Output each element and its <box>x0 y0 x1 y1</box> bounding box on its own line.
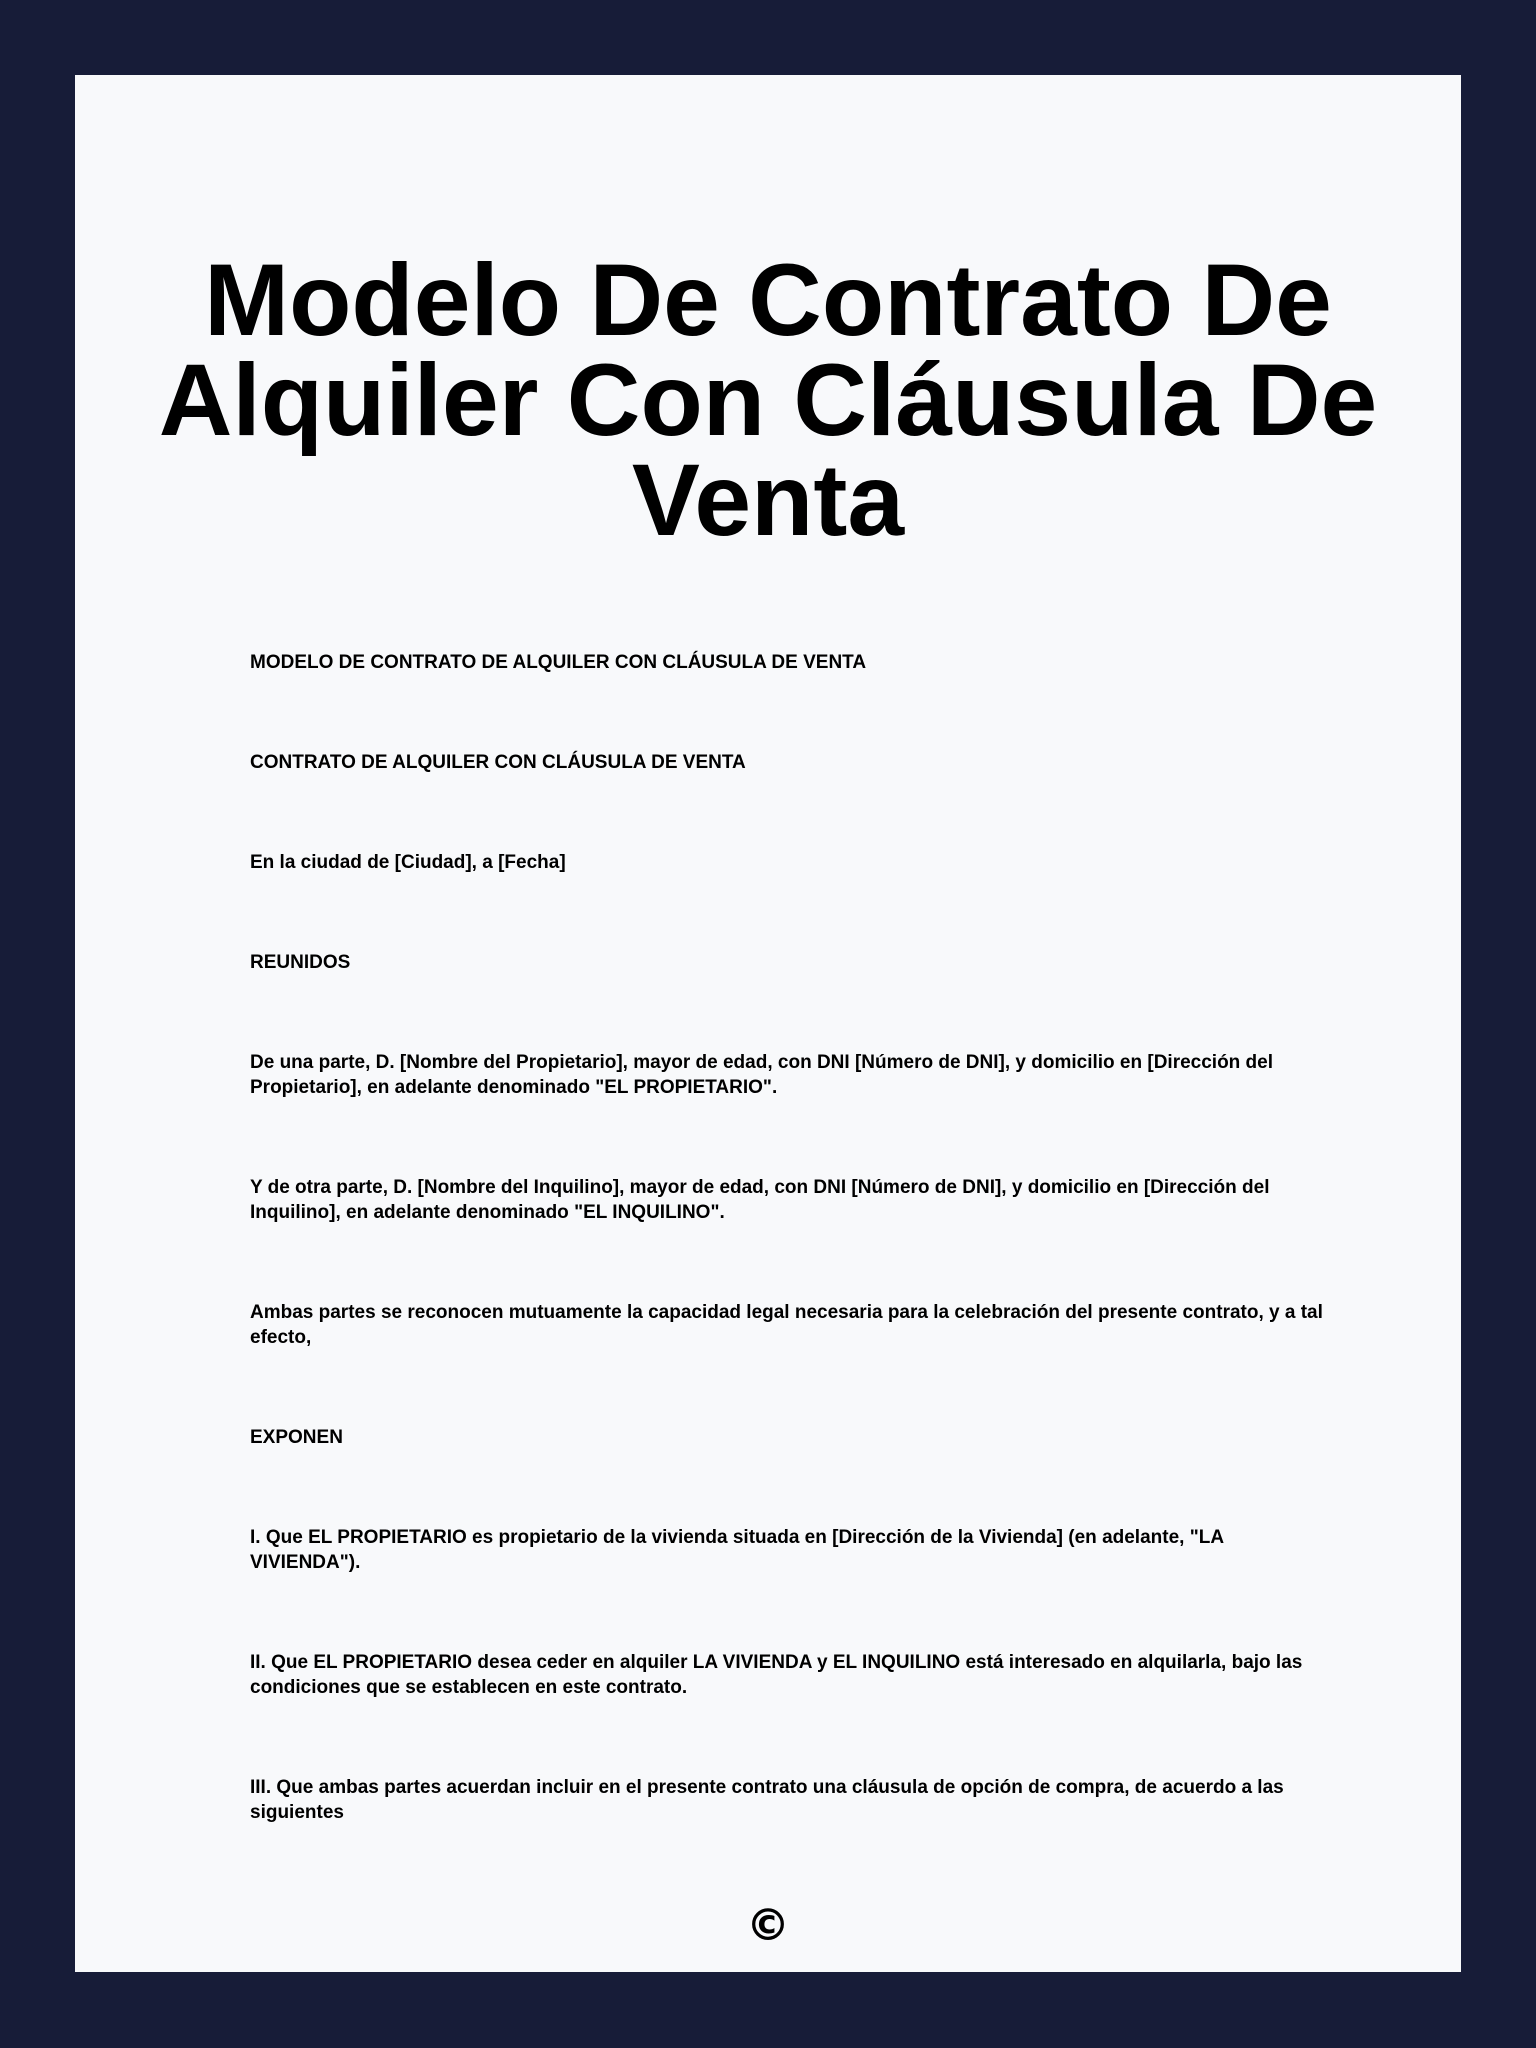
paragraph-city-date: En la ciudad de [Ciudad], a [Fecha] <box>250 852 566 873</box>
paragraph-heading-model: MODELO DE CONTRATO DE ALQUILER CON CLÁUSULA DE VENTA <box>250 652 867 673</box>
paragraph-clause-ii: II. Que EL PROPIETARIO desea ceder en alquiler LA VIVIENDA y EL INQUILINO está interesado en alquilarla, bajo las condiciones que se establecen en este contrato. <box>250 1652 1303 1698</box>
paragraph-reunidos: REUNIDOS <box>250 952 351 973</box>
paragraph-exponen: EXPONEN <box>250 1427 343 1448</box>
document-page <box>75 75 1461 1972</box>
paragraph-clause-iii: III. Que ambas partes acuerdan incluir en el presente contrato una cláusula de opción de compra, de acuerdo a las siguientes <box>250 1777 1284 1823</box>
paragraph-clause-i: I. Que EL PROPIETARIO es propietario de la vivienda situada en [Dirección de la Vivienda] (en adelante, "LA VIVIENDA"). <box>250 1527 1224 1573</box>
paragraph-tenant: Y de otra parte, D. [Nombre del Inquilino], mayor de edad, con DNI [Número de DNI], y domicilio en [Dirección del Inquilino], en adelante denominado "EL INQUILINO". <box>250 1177 1270 1223</box>
paragraph-heading-contract: CONTRATO DE ALQUILER CON CLÁUSULA DE VENTA <box>250 752 746 773</box>
paragraph-owner: De una parte, D. [Nombre del Propietario], mayor de edad, con DNI [Número de DNI], y domicilio en [Dirección del Propietario], en adelante denominado "EL PROPIETARIO". <box>250 1052 1274 1098</box>
document-title: Modelo De Contrato De Alquiler Con Cláusula De Venta <box>158 243 1378 557</box>
paragraph-capacity: Ambas partes se reconocen mutuamente la capacidad legal necesaria para la celebración del presente contrato, y a tal efecto, <box>250 1302 1323 1348</box>
copyright-symbol: © <box>746 1900 790 1951</box>
